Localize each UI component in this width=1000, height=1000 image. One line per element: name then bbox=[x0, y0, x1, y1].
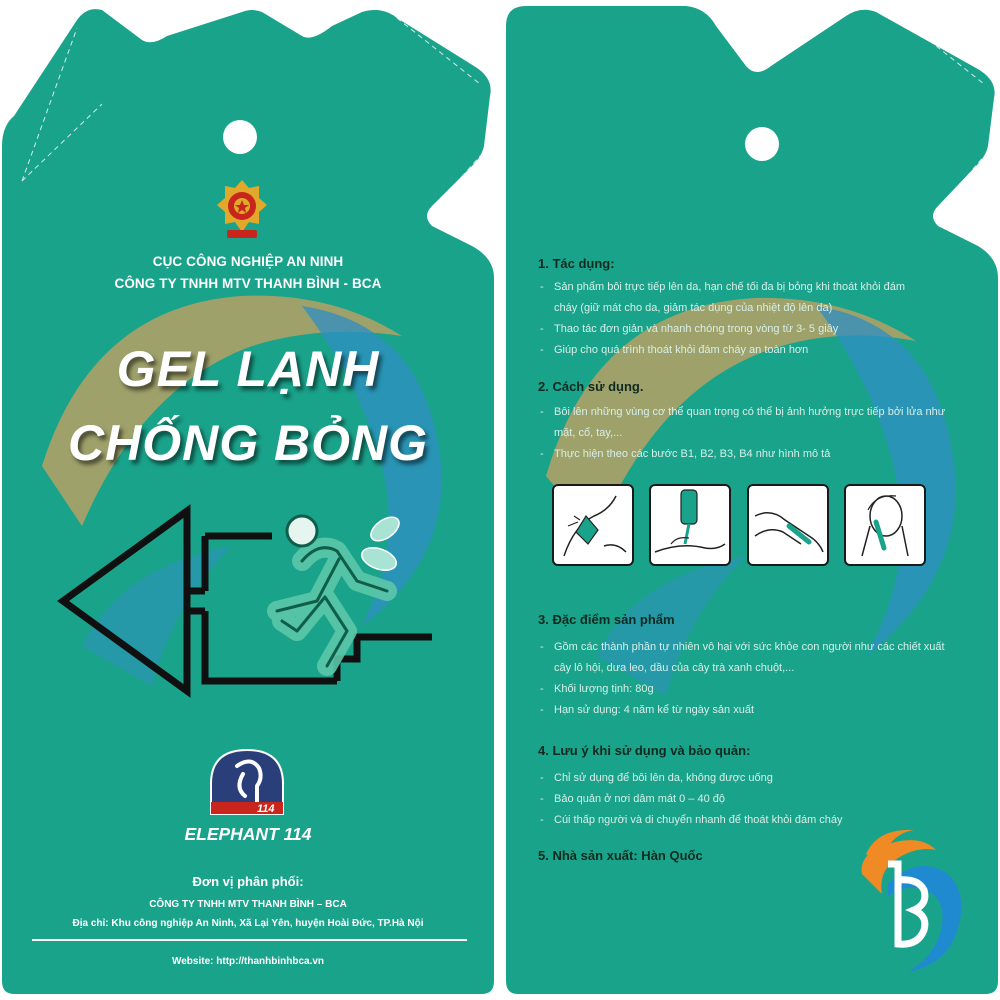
section-title-5: 5. Nhà sản xuất: Hàn Quốc bbox=[538, 848, 703, 863]
step-1-illustration bbox=[554, 486, 632, 564]
bullet-text: Chỉ sử dụng để bôi lên da, không được uống bbox=[554, 772, 773, 784]
bullet-text: Thao tác đơn giản và nhanh chóng trong vòng từ 3- 5 giây bbox=[554, 323, 839, 335]
step-image-4 bbox=[844, 484, 926, 566]
step-image-2 bbox=[649, 484, 731, 566]
section-title-1: 1. Tác dụng: bbox=[538, 256, 615, 271]
back-card bbox=[506, 6, 998, 994]
police-emblem-icon bbox=[215, 178, 269, 240]
section-title-2: 2. Cách sử dụng. bbox=[538, 379, 644, 394]
bullet-text: Sản phẩm bôi trực tiếp lên da, hạn chế tối đa bị bỏng khi thoát khỏi đám bbox=[554, 281, 906, 293]
running-man-icon bbox=[277, 516, 387, 666]
back-hang-hole bbox=[745, 127, 779, 161]
distributor-title: Đơn vị phân phối: bbox=[192, 874, 304, 889]
water-drops-icon bbox=[359, 512, 404, 574]
bullet-text: Cúi thấp người và di chuyển nhanh để thoát khỏi đám cháy bbox=[554, 814, 843, 826]
section-1-bullets: - Sản phẩm bôi trực tiếp lên da, hạn chế tối đa bị bỏng khi thoát khỏi đám cháy (giữ mát cho da, giảm tác dụng của nhiệt độ lên da) - Thao tác đơn giản và nhanh chóng trong vòng từ 3- 5 giây - Giúp cho quá trình thoát khỏi đám cháy an toàn hơn bbox=[540, 281, 906, 356]
step-image-1 bbox=[552, 484, 634, 566]
bullet-text: Bôi lên những vùng cơ thể quan trọng có thể bị ảnh hưởng trực tiếp bởi lửa như bbox=[554, 406, 946, 418]
section-title-4: 4. Lưu ý khi sử dụng và bảo quản: bbox=[538, 743, 751, 758]
bullet-text: Thực hiện theo các bước B1, B2, B3, B4 như hình mô tả bbox=[554, 448, 831, 460]
step-image-3 bbox=[747, 484, 829, 566]
section-3-bullets: - Gồm các thành phần tự nhiên vô hại với sức khỏe con người như các chiết xuất cây lô hội, dưa leo, dầu của cây trà xanh chuột,... - Khối lượng tịnh: 80g - Hạn sử dụng: 4 năm kể từ ngày sản xuất bbox=[540, 641, 945, 716]
website-link[interactable]: Website: http://thanhbinhbca.vn bbox=[171, 956, 325, 967]
bullet-text: cháy (giữ mát cho da, giảm tác dụng của nhiệt độ lên da) bbox=[554, 302, 833, 314]
step-4-illustration bbox=[846, 486, 924, 564]
product-title-line-1: GEL LẠNH bbox=[116, 341, 380, 397]
bullet-text: Giúp cho quá trình thoát khỏi đám cháy an toàn hơn bbox=[554, 344, 809, 356]
front-card bbox=[2, 6, 494, 994]
distributor-address: Địa chỉ: Khu công nghiệp An Ninh, Xã Lại Yên, huyện Hoài Đức, TP.Hà Nội bbox=[72, 918, 424, 929]
elephant-logo-icon bbox=[207, 744, 287, 816]
b-logo-icon bbox=[858, 824, 970, 974]
bullet-text: Khối lượng tịnh: 80g bbox=[554, 683, 654, 695]
front-card-shape bbox=[2, 6, 494, 994]
bullet-text: Hạn sử dụng: 4 năm kể từ ngày sản xuất bbox=[554, 704, 755, 716]
brand-name: ELEPHANT 114 bbox=[184, 824, 312, 844]
svg-text:114: 114 bbox=[257, 803, 275, 815]
section-4-bullets: - Chỉ sử dụng để bôi lên da, không được uống - Bảo quản ở nơi dâm mát 0 – 40 độ - Cúi thấp người và di chuyển nhanh để thoát khỏi đám cháy bbox=[540, 772, 843, 826]
exit-arrow-icon bbox=[57, 501, 437, 701]
bullet-text: cây lô hội, dưa leo, dầu của cây trà xanh chuột,... bbox=[554, 662, 795, 674]
section-title-3: 3. Đặc điểm sản phẩm bbox=[538, 612, 675, 627]
step-3-illustration bbox=[749, 486, 827, 564]
section-2-bullets: - Bôi lên những vùng cơ thể quan trọng có thể bị ảnh hưởng trực tiếp bởi lửa như mặt, cổ, tay,... - Thực hiện theo các bước B1, B2, B3, B4 như hình mô tả bbox=[540, 406, 946, 460]
org-line-1: CỤC CÔNG NGHIỆP AN NINH bbox=[152, 254, 344, 269]
distributor-company: CÔNG TY TNHH MTV THANH BÌNH – BCA bbox=[149, 899, 347, 910]
product-title-line-2: CHỐNG BỎNG bbox=[68, 415, 428, 471]
front-hang-hole bbox=[223, 120, 257, 154]
bullet-text: mặt, cổ, tay,... bbox=[554, 427, 623, 439]
bullet-text: Bảo quản ở nơi dâm mát 0 – 40 độ bbox=[554, 793, 725, 805]
bullet-text: Gồm các thành phần tự nhiên vô hại với sức khỏe con người như các chiết xuất bbox=[554, 641, 945, 653]
org-line-2: CÔNG TY TNHH MTV THANH BÌNH - BCA bbox=[114, 276, 382, 291]
step-2-illustration bbox=[651, 486, 729, 564]
